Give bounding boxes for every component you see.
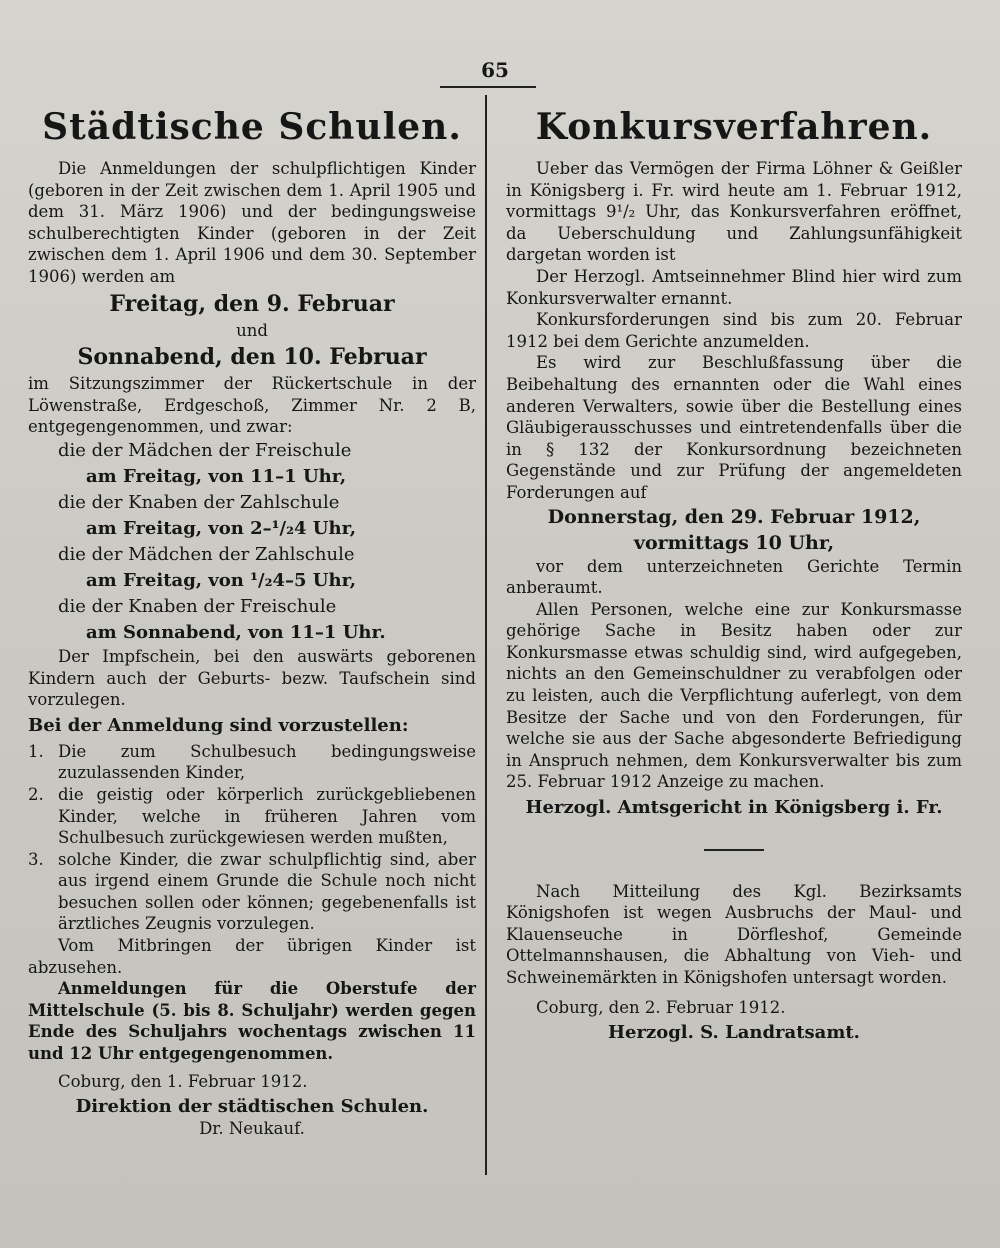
court-date-paragraph: vor dem unterzeichneten Gerichte Termin anberaumt. bbox=[506, 556, 962, 598]
other-children-paragraph: Vom Mitbringen der übrigen Kinder ist abzusehen. bbox=[28, 936, 476, 977]
bankruptcy-opening-paragraph: Ueber das Vermögen der Firma Löhner & Geißler in Königsberg i. Fr. wird heute am 1. Februar 1912, vormittags 9¹/₂ Uhr, das Konkursverfahren eröffnet, da Ueberschuldung und Zahlungsunfähigkeit dargetan worden ist bbox=[506, 159, 962, 265]
livestock-market-paragraph: Nach Mitteilung des Kgl. Bezirksamts Königshofen ist wegen Ausbruchs der Maul- und Klauenseuche in Dörfleshof, Gemeinde Ottelmannshausen, die Abhaltung von Vieh- und Schweinemärkten in Königshofen untersagt worden. bbox=[506, 881, 962, 987]
administrator-paragraph: Der Herzogl. Amtseinnehmer Blind hier wird zum Konkursverwalter ernannt. bbox=[506, 266, 962, 308]
possession-paragraph: Allen Personen, welche eine zur Konkursmasse gehörige Sache in Besitz haben oder zur Konkursmasse etwas schuldig sind, wird aufgegeben, nichts an den Gemeinschuldner zu verabfolgen oder zu leisten, auch die Verpflichtung auferlegt, von dem Besitze der Sache und von den Forderungen, für welche sie aus der Sache abgesonderte Befriedigung in Anspruch nehmen, dem Konkursverwalter bis zum 25. Februar 1912 Anzeige zu machen. bbox=[506, 599, 962, 792]
schedule-time: am Freitag, von 2–¹/₂4 Uhr, bbox=[86, 517, 357, 539]
list-text: die geistig oder körperlich zurückgebliebenen Kinder, welche in früheren Jahren vom Schulbesuch zurückgewiesen werden mußten, bbox=[58, 784, 476, 848]
notice-title-schools: Städtische Schulen. bbox=[42, 106, 462, 148]
documents-paragraph: Der Impfschein, bei den auswärts geborenen Kindern auch der Geburts- bezw. Taufschein sind vorzulegen. bbox=[28, 646, 476, 710]
section-rule bbox=[704, 849, 764, 851]
and-word: und bbox=[236, 320, 268, 340]
list-text: Die zum Schulbesuch bedingungsweise zuzulassenden Kinder, bbox=[58, 741, 476, 783]
meeting-paragraph: Es wird zur Beschlußfassung über die Beibehaltung des ernannten oder die Wahl eines anderen Verwalters, sowie über die Bestellung eines Gläubigerausschusses und eintretendenfalls über die in § 132 der Konkursordnung bezeichneten Gegenstände und zur Prüfung der angemeldeten Forderungen auf bbox=[506, 353, 962, 502]
enrollment-paragraph: Die Anmeldungen der schulpflichtigen Kinder (geboren in der Zeit zwischen dem 1. April 1905 und dem 31. März 1906) und der bedingungsweise schulberechtigten Kinder (geboren in der Zeit zwischen dem 1. April 1906 und dem 30. September 1906) werden am bbox=[28, 159, 476, 286]
location-paragraph: im Sitzungszimmer der Rückertschule in der Löwenstraße, Erdgeschoß, Zimmer Nr. 2 B, entgegengenommen, und zwar: bbox=[28, 374, 476, 437]
schedule-time: am Freitag, von 11–1 Uhr, bbox=[86, 465, 347, 487]
schedule-time: am Freitag, von ¹/₂4–5 Uhr, bbox=[86, 569, 357, 591]
list-number: 3. bbox=[28, 849, 44, 869]
list-item bbox=[28, 849, 476, 935]
signature-court: Herzogl. Amtsgericht in Königsberg i. Fr. bbox=[525, 797, 943, 819]
list-number: 2. bbox=[28, 784, 44, 804]
page-number: 65 bbox=[481, 58, 509, 82]
schedule-group: die der Mädchen der Freischule bbox=[58, 439, 352, 461]
presentation-heading: Bei der Anmeldung sind vorzustellen: bbox=[28, 714, 409, 736]
signature-school-board: Direktion der städtischen Schulen. bbox=[75, 1096, 429, 1118]
claims-deadline-paragraph: Konkursforderungen sind bis zum 20. Februar 1912 bei dem Gerichte anzumelden. bbox=[506, 310, 962, 351]
date-friday: Freitag, den 9. Februar bbox=[109, 290, 395, 317]
list-number: 1. bbox=[28, 741, 44, 761]
date-saturday: Sonnabend, den 10. Februar bbox=[77, 344, 427, 371]
meeting-time: vormittags 10 Uhr, bbox=[633, 531, 835, 554]
presentation-list bbox=[28, 741, 476, 935]
place-date-right: Coburg, den 2. Februar 1912. bbox=[536, 997, 786, 1017]
schedule-group: die der Knaben der Zahlschule bbox=[58, 491, 340, 513]
list-item bbox=[28, 784, 476, 849]
signature-district-office: Herzogl. S. Landratsamt. bbox=[608, 1022, 860, 1044]
place-date: Coburg, den 1. Februar 1912. bbox=[58, 1071, 308, 1091]
schedule-group: die der Mädchen der Zahlschule bbox=[58, 543, 355, 565]
list-item bbox=[28, 741, 476, 784]
signer-name: Dr. Neukauf. bbox=[199, 1118, 305, 1138]
schedule-time: am Sonnabend, von 11–1 Uhr. bbox=[86, 621, 386, 643]
left-column bbox=[28, 102, 476, 1139]
list-text: solche Kinder, die zwar schulpflichtig sind, aber aus irgend einem Grunde die Schule noch nicht besuchen sollen oder können; gegebenenfalls ist ärztliches Zeugnis vorzulegen. bbox=[58, 849, 476, 934]
column-divider bbox=[485, 95, 487, 1175]
schedule-list bbox=[28, 438, 476, 646]
schedule-group: die der Knaben der Freischule bbox=[58, 595, 337, 617]
meeting-date: Donnerstag, den 29. Februar 1912, bbox=[547, 505, 921, 528]
header-rule bbox=[440, 86, 536, 88]
middle-school-paragraph: Anmeldungen für die Oberstufe der Mittelschule (5. bis 8. Schuljahr) werden gegen Ende des Schuljahrs wochentags zwischen 11 und 12 Uhr entgegengenommen. bbox=[28, 979, 476, 1064]
right-column bbox=[506, 102, 962, 1044]
notice-title-bankruptcy: Konkursverfahren. bbox=[535, 106, 933, 148]
